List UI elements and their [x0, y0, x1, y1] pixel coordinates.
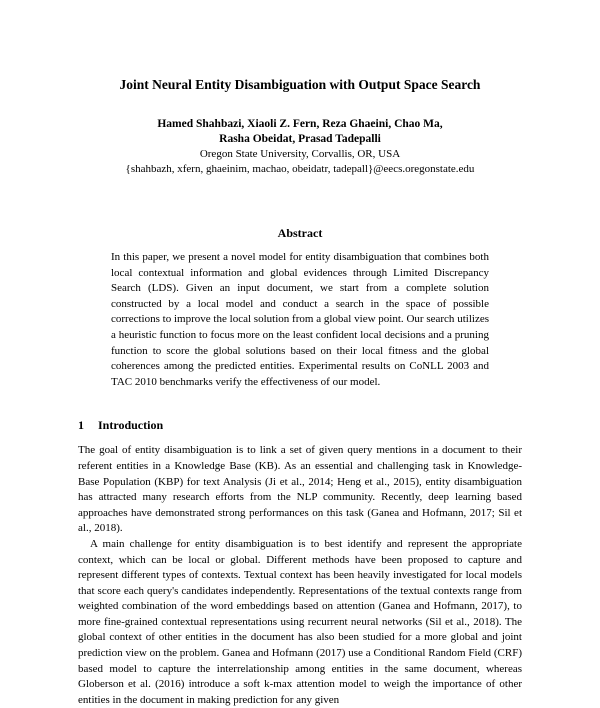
authors-line-2: Rasha Obeidat, Prasad Tadepalli: [219, 133, 381, 145]
section-1-title: Introduction: [98, 418, 164, 433]
section-1-number: 1: [78, 418, 84, 433]
section-1-heading: [78, 418, 522, 433]
author-block: [78, 117, 522, 176]
intro-paragraph-1: The goal of entity disambiguation is to link a set of given query mentions in a document to their referent entities in a Knowledge Base (KB). As an essential and challenging task in Knowledge-Base Population (KBP) for text Analysis (Ji et al., 2014; Heng et al., 2015), entity disambiguation has attracted many research efforts from the NLP community. Recently, deep learning based approaches have demonstrated strong performances on this task (Ganea and Hofmann, 2017; Sil et al., 2018).: [78, 444, 522, 535]
author-emails: {shahbazh, xfern, ghaeinim, machao, obeidatr, tadepall}@eecs.oregonstate.edu: [125, 162, 475, 175]
abstract-heading: Abstract: [277, 226, 323, 240]
abstract-text: In this paper, we present a novel model for entity disambiguation that combines both local contextual information and global evidences through Limited Discrepancy Search (LDS). Given an input document, we start from a complete solution constructed by a local model and conduct a search in the space of possible corrections to improve the local solution from a global view point. Our search utilizes a heuristic function to focus more on the least confident local decisions and a pruning function to score the global solutions based on their local fitness and the global coherences among the predicted entities. Experimental results on CoNLL 2003 and TAC 2010 benchmarks verify the effectiveness of our model.: [111, 251, 489, 388]
paper-title: Joint Neural Entity Disambiguation with Output Space Search: [119, 77, 481, 92]
authors-line-1: Hamed Shahbazi, Xiaoli Z. Fern, Reza Ghaeini, Chao Ma,: [157, 118, 443, 130]
intro-paragraph-2: A main challenge for entity disambiguation is to best identify and represent the appropriate context, which can be local or global. Different methods have been proposed to capture and represent different types of contexts. Textual context has been heavily investigated for local models that score each query's candidates independently. Representations of the textual contexts range from weighted combination of the word embeddings based on attention (Ganea and Hofmann, 2017), to more fine-grained contextual representations using recurrent neural networks (Sil et al., 2018). The global context of other entities in the document has also been studied for a more global and joint prediction view on the problem. Ganea and Hofmann (2017) use a Conditional Random Field (CRF) based model to capture the interrelationship among entities in the same document, whereas Globerson et al. (2016) introduce a soft k-max attention model to weigh the importance of other entities in the document in making prediction for any given: [78, 537, 522, 706]
affiliation: Oregon State University, Corvallis, OR, USA: [199, 148, 401, 160]
